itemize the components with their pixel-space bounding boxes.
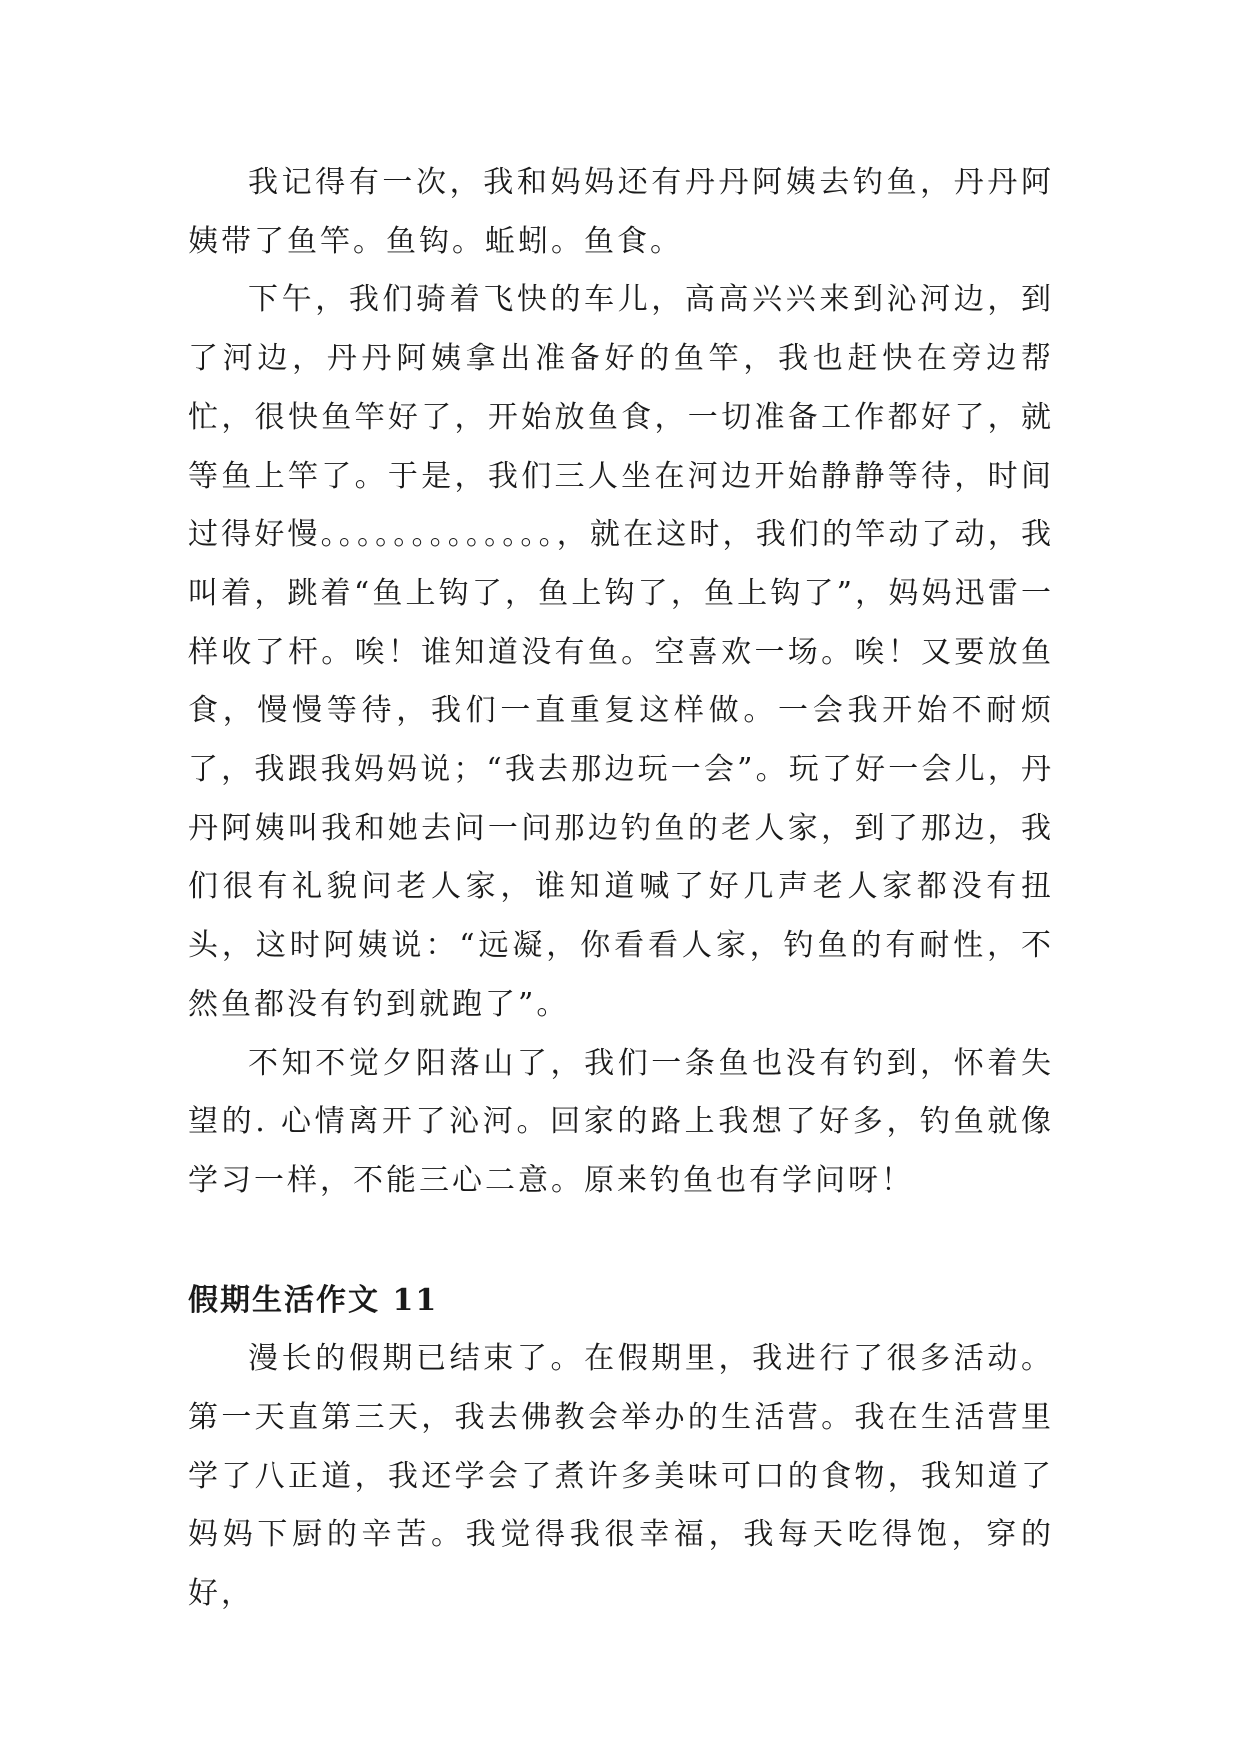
paragraph-holiday-summary: 漫长的假期已结束了。在假期里，我进行了很多活动。第一天直第三天，我去佛教会举办的生活营。我在生活营里学了八正道，我还学会了煮许多美味可口的食物，我知道了妈妈下厨的辛苦。我觉得我很幸福，我每天吃得饱，穿的好， <box>188 1341 1054 1612</box>
document-body <box>188 154 1054 1624</box>
section-title: 假期生活作文 11 <box>188 1282 439 1318</box>
paragraph-fishing-intro: 我记得有一次，我和妈妈还有丹丹阿姨去钓鱼，丹丹阿姨带了鱼竿。鱼钩。蚯蚓。鱼食。 <box>188 165 1054 259</box>
paragraph-fishing-afternoon: 下午，我们骑着飞快的车儿，高高兴兴来到沁河边，到了河边，丹丹阿姨拿出准备好的鱼竿，我也赶快在旁边帮忙，很快鱼竿好了，开始放鱼食，一切准备工作都好了，就等鱼上竿了。于是，我们三人坐在河边开始静静等待，时间过得好慢。。。。。。。。。。。。。，就在这时，我们的竿动了动，我叫着，跳着“鱼上钩了，鱼上钩了，鱼上钩了”，妈妈迅雷一样收了杆。唉！谁知道没有鱼。空喜欢一场。唉！又要放鱼食，慢慢等待，我们一直重复这样做。一会我开始不耐烦了，我跟我妈妈说；“我去那边玩一会”。玩了好一会儿，丹丹阿姨叫我和她去问一问那边钓鱼的老人家，到了那边，我们很有礼貌问老人家，谁知道喊了好几声老人家都没有扭头，这时阿姨说：“远凝，你看看人家，钓鱼的有耐性，不然鱼都没有钓到就跑了”。 <box>188 282 1054 1022</box>
paragraph-fishing-sunset: 不知不觉夕阳落山了，我们一条鱼也没有钓到，怀着失望的. 心情离开了沁河。回家的路上我想了好多，钓鱼就像学习一样，不能三心二意。原来钓鱼也有学问呀！ <box>188 1045 1054 1198</box>
